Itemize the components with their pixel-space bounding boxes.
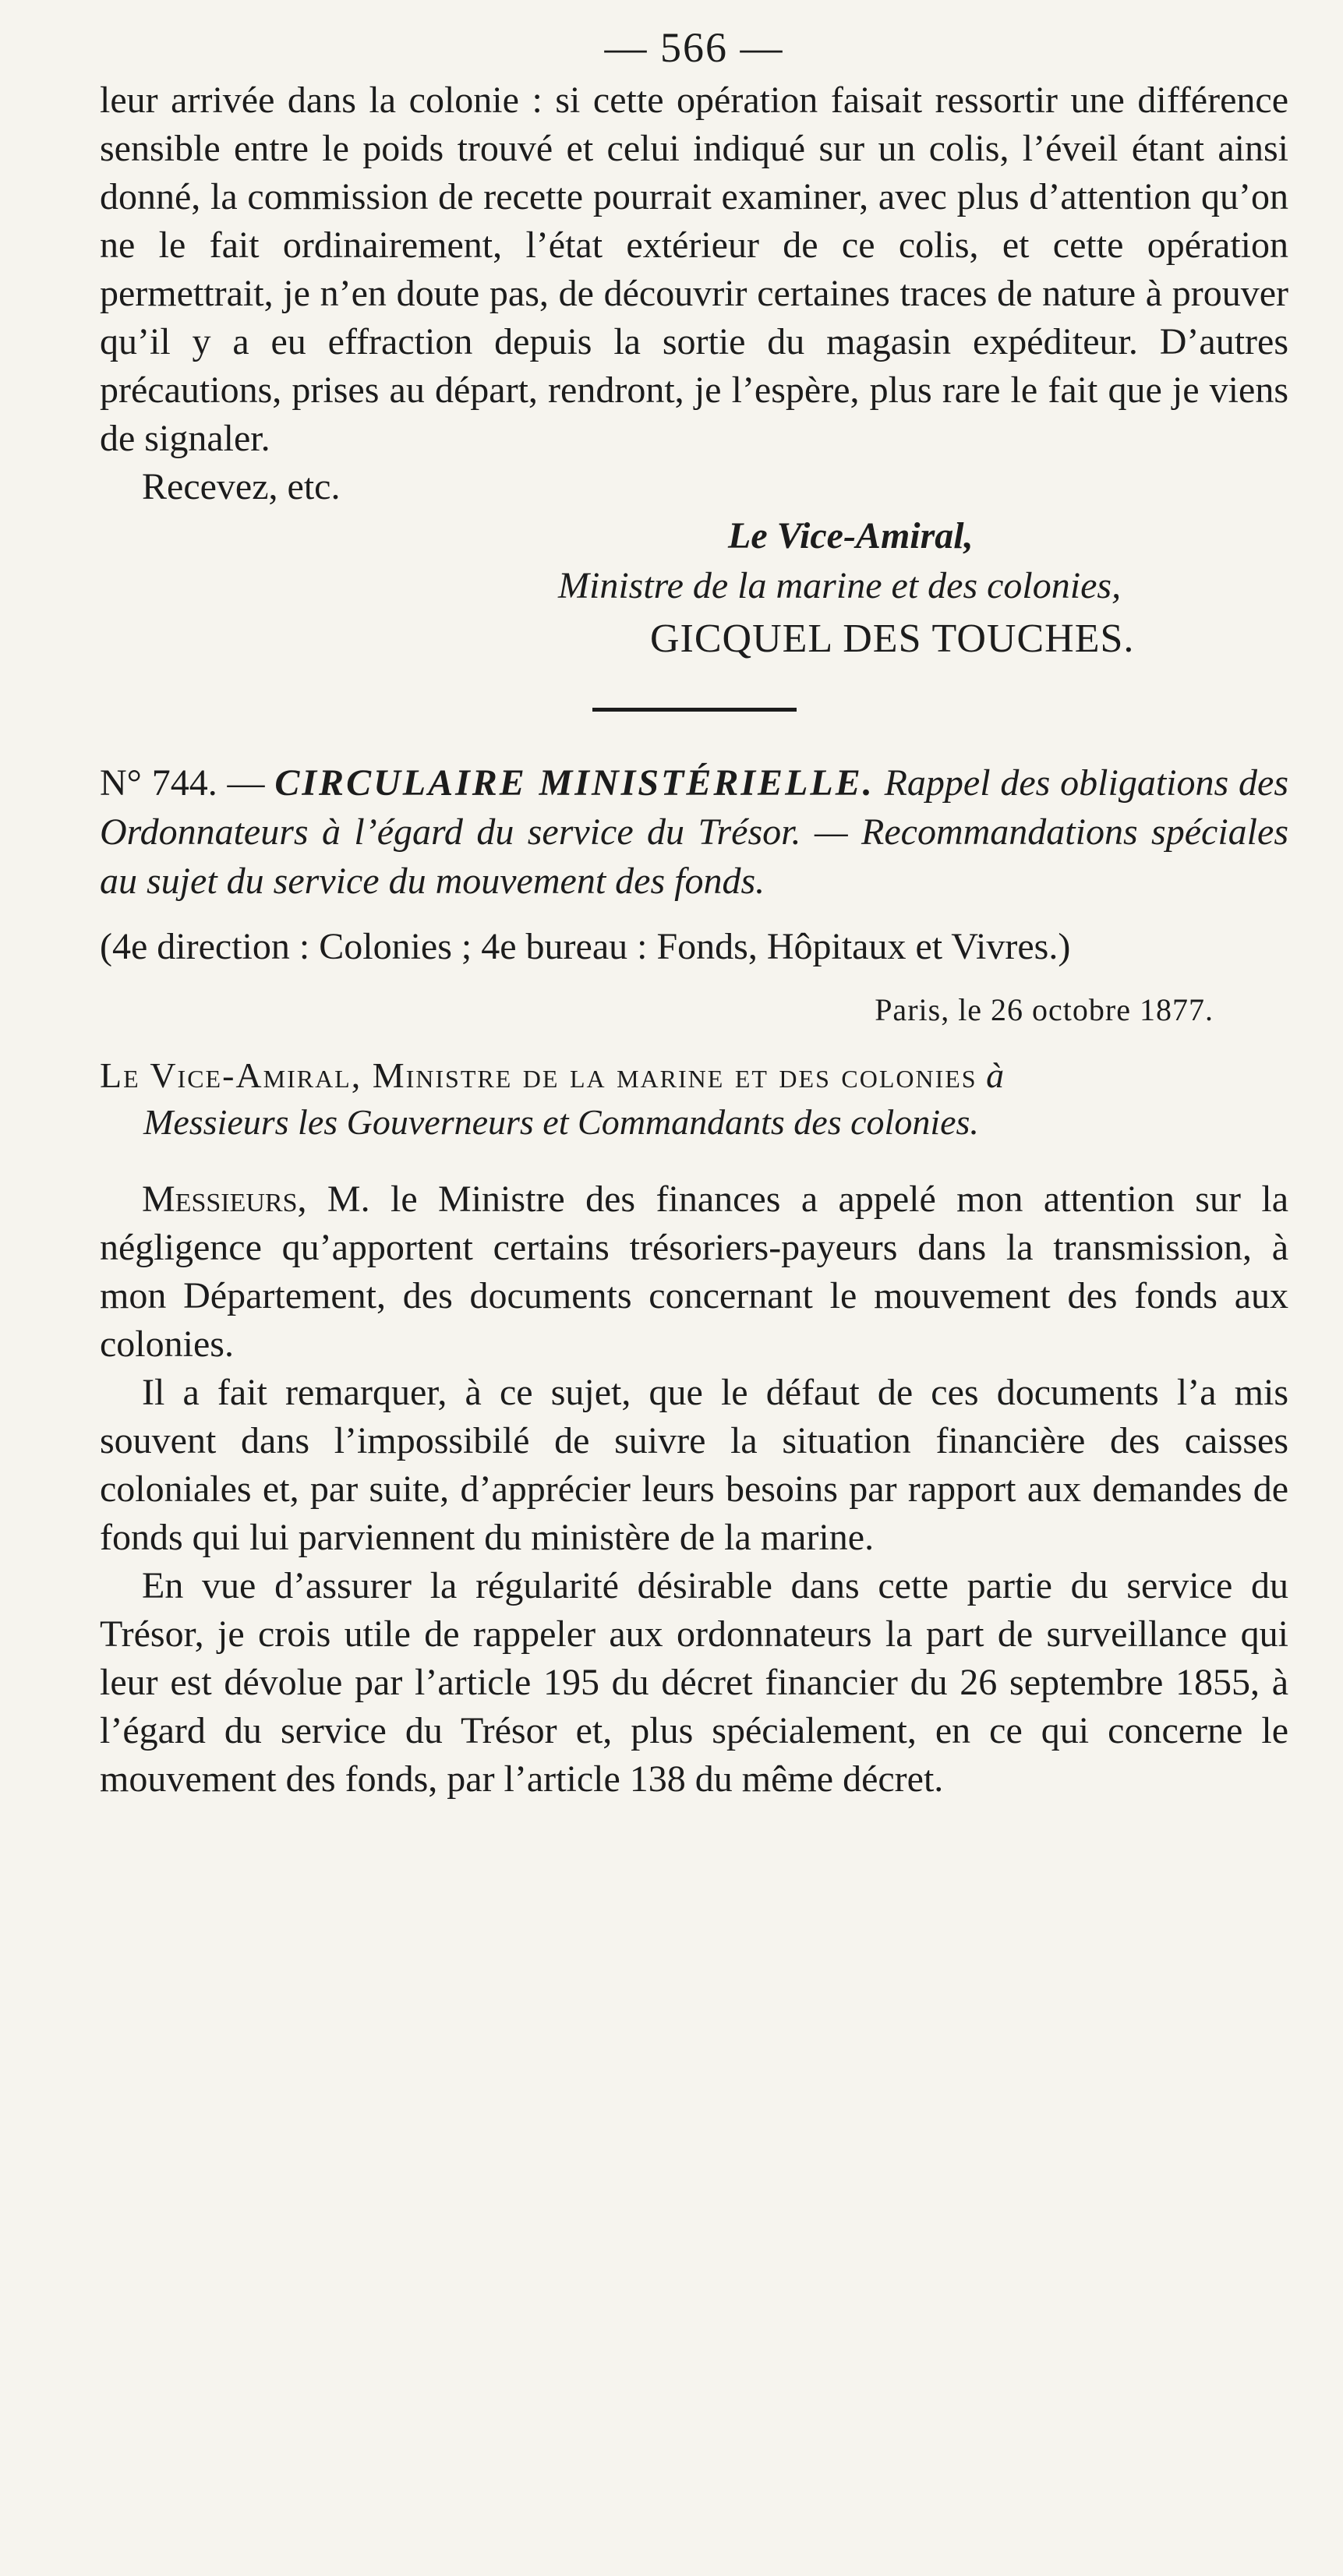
letter-body [100, 1175, 1288, 1804]
addressee-recipients: Messieurs les Gouverneurs et Commandants des colonies. [143, 1102, 979, 1142]
addressee-sender: Le Vice-Amiral, Ministre de la marine et des colonies [100, 1055, 977, 1095]
document-page [100, 23, 1288, 1804]
salutation: Messieurs, [142, 1178, 307, 1220]
signature-name: GICQUEL DES TOUCHES. [650, 617, 1135, 661]
circular-kind: CIRCULAIRE MINISTÉRIELLE. [274, 762, 875, 804]
intro-paragraph: leur arrivée dans la colonie : si cette opération faisait ressortir une différence sensible entre le poids trouvé et celui indiqué sur un colis, l’éveil étant ainsi donné, la commission de recette pourrait examiner, avec plus d’attention qu’on ne le fait ordinairement, l’état extérieur de ce colis, et cette opération permettrait, je n’en doute pas, de découvrir certaines traces de nature à prouver qu’il y a eu effraction depuis la sortie du magasin expéditeur. D’autres précautions, prises au départ, rendront, je l’espère, plus rare le fait que je viens de signaler. [100, 80, 1288, 459]
body-paragraph-1-text: M. le Ministre des finances a appelé mon attention sur la négligence qu’apportent certains trésoriers-payeurs dans la transmission, à mon Département, des documents concernant le mouvement des fonds aux colonies. [100, 1178, 1288, 1365]
page-number: — 566 — [604, 24, 784, 71]
place-date: Paris, le 26 octobre 1877. [875, 992, 1214, 1027]
signature-role: Ministre de la marine et des colonies, [558, 565, 1122, 606]
closing-formula: Recevez, etc. [142, 466, 341, 507]
circular-subject: Rappel des obligations des Ordonnateurs à l’égard du service du Trésor. — Recommandations spéciales au sujet du service du mouvement des fonds. [100, 762, 1289, 902]
signature-title: Le Vice-Amiral, [728, 515, 974, 557]
section-divider [592, 708, 797, 712]
circular-number: N° 744. — [100, 762, 275, 804]
body-paragraph-1 [100, 1175, 1288, 1369]
circular-heading [100, 758, 1288, 906]
addressee-preposition: à [977, 1055, 1005, 1095]
body-paragraph-3: En vue d’assurer la régularité désirable dans cette partie du service du Trésor, je crois utile de rappeler aux ordonnateurs la part de surveillance qui leur est dévolue par l’article 195 du décret financier du 26 septembre 1855, à l’égard du service du Trésor et, plus spécialement, en ce qui concerne le mouvement des fonds, par l’article 138 du même décret. [100, 1565, 1288, 1800]
circular-direction: (4e direction : Colonies ; 4e bureau : Fonds, Hôpitaux et Vivres.) [100, 926, 1071, 967]
body-paragraph-2: Il a fait remarquer, à ce sujet, que le défaut de ces documents l’a mis souvent dans l’impossibilé de suivre la situation financière des caisses coloniales et, par suite, d’apprécier leurs besoins par rapport aux demandes de fonds qui lui parviennent du ministère de la marine. [100, 1372, 1288, 1558]
addressee-block [100, 1052, 1288, 1146]
signature-block [100, 511, 1288, 664]
